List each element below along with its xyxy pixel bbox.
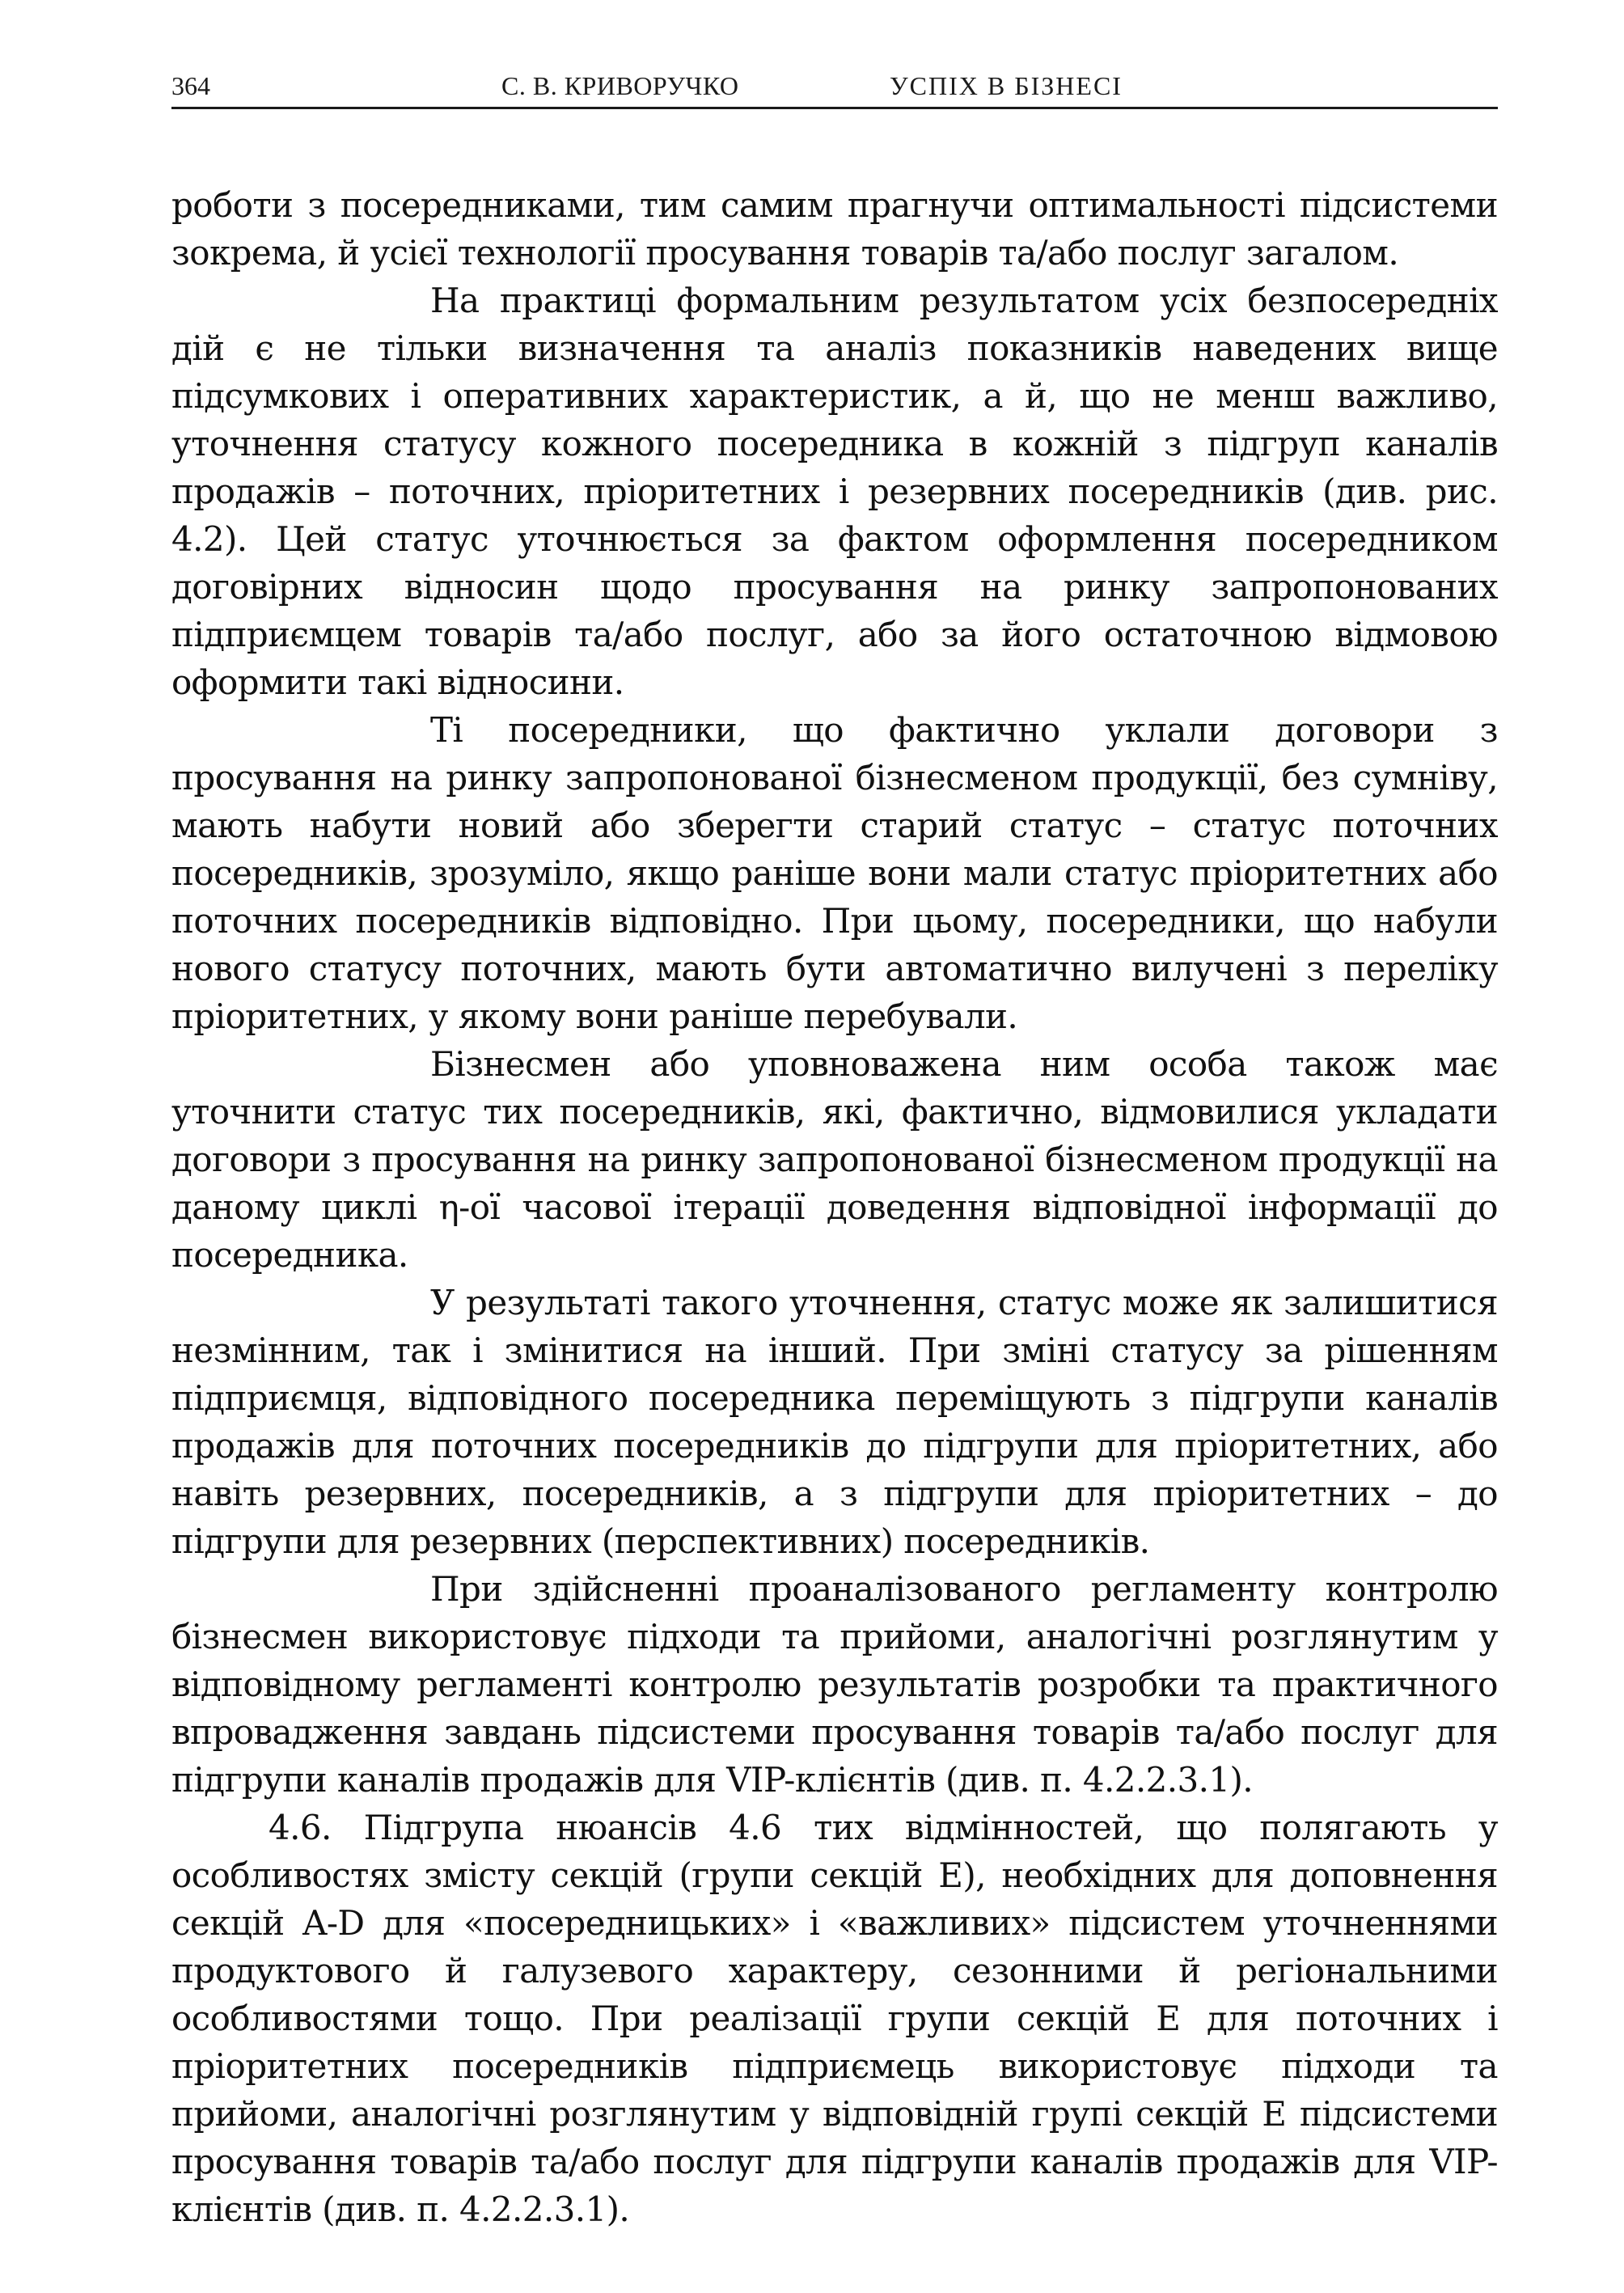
page-number: 364 — [171, 71, 210, 100]
paragraph-4: Бізнесмен або уповноважена ним особа також має уточнити статус тих посередників, які, фактично, відмовилися укладати договори з просування на ринку запропонованої бізнесменом продукції на даному циклі η-ої часової ітерації доведення відповідної інформації до посередника. — [171, 1044, 1498, 1275]
paragraph-1: роботи з посередниками, тим самим прагнучи оптимальності підсистеми зокрема, й усієї технології просування товарів та/або послуг загалом. — [171, 185, 1498, 273]
paragraph-6: При здійсненні проаналізованого регламенту контролю бізнесмен використовує підходи та прийоми, аналогічні розглянутим у відповідному регламенті контролю результатів розробки та практичного впровадження завдань підсистеми просування товарів та/або послуг для підгрупи каналів продажів для VIP-клієнтів (див. п. 4.2.2.3.1). — [171, 1569, 1498, 1800]
paragraph-5: У результаті такого уточнення, статус може як залишитися незмінним, так і змінитися на інший. При зміні статусу за рішенням підприємця, відповідного посередника переміщують з підгрупи каналів продажів для поточних посередників до підгрупи для пріоритетних, або навіть резервних, посередників, а з підгрупи для пріоритетних – до підгрупи для резервних (перспективних) посередників. — [171, 1283, 1498, 1561]
running-header — [171, 70, 1498, 109]
header-author: С. В. КРИВОРУЧКО — [501, 71, 739, 100]
paragraph-2: На практиці формальним результатом усіх безпосередніх дій є не тільки визначення та аналіз показників наведених вище підсумкових і оперативних характеристик, а й, що не менш важливо, уточнення статусу кожного посередника в кожній з підгруп каналів продажів – поточних, пріоритетних і резервних посередників (див. рис. 4.2). Цей статус уточнюється за фактом оформлення посередником договірних відносин щодо просування на ринку запропонованих підприємцем товарів та/або послуг, або за його остаточною відмовою оформити такі відносини. — [171, 281, 1498, 702]
page-body-text — [171, 181, 1498, 2233]
header-book-title: УСПІХ В БІЗНЕСІ — [890, 71, 1123, 100]
paragraph-7: 4.6. Підгрупа нюансів 4.6 тих відмінностей, що полягають у особливостях змісту секцій (групи секцій Е), необхідних для доповнення секцій A-D для «посередницьких» і «важливих» підсистем уточненнями продуктового й галузевого характеру, сезонними й регіональними особливостями тощо. При реалізації групи секцій Е для поточних і пріоритетних посередників підприємець використовує підходи та прийоми, аналогічні розглянутим у відповідній групі секцій Е підсистеми просування товарів та/або послуг для підгрупи каналів продажів для VIP-клієнтів (див. п. 4.2.2.3.1). — [171, 1808, 1498, 2229]
paragraph-3: Ті посередники, що фактично уклали договори з просування на ринку запропонованої бізнесменом продукції, без сумніву, мають набути новий або зберегти старий статус – статус поточних посередників, зрозуміло, якщо раніше вони мали статус пріоритетних або поточних посередників відповідно. При цьому, посередники, що набули нового статусу поточних, мають бути автоматично вилучені з переліку пріоритетних, у якому вони раніше перебували. — [171, 710, 1498, 1036]
